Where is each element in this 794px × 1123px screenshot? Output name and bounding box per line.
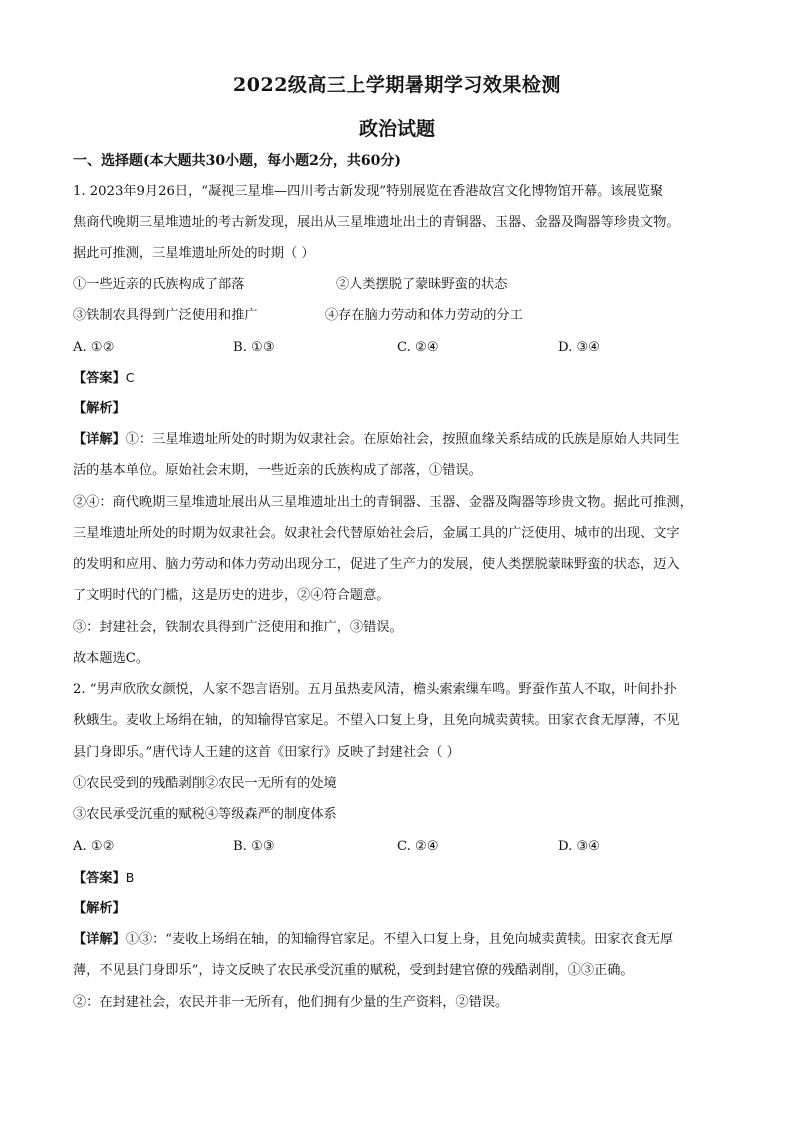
q1-detail-line: 的发明和应用、脑力劳动和体力劳动出现分工，促进了生产力的发展，使人类摆脱蒙昧野蛮的状态，迈入: [73, 557, 680, 572]
q2-statement: ③农民承受沉重的赋税④等级森严的制度体系: [73, 807, 337, 822]
q1-option-d: D. ③④: [558, 340, 601, 355]
q1-option-c: C. ②④: [397, 340, 439, 355]
q1-statement: ③铁制农具得到广泛使用和推广: [73, 308, 258, 323]
answer-value: C: [125, 370, 135, 385]
q1-detail-line: [73, 431, 680, 449]
q2-stem-line: 秋蛾生。麦收上场绢在轴，的知输得官家足。不望入口复上身，且免向城卖黄犊。田家衣食无厚薄，不见: [73, 713, 680, 728]
q2-detail-line: 薄，不见县门身即乐”，诗文反映了农民承受沉重的赋税，受到封建官僚的残酷剥削，①③正确。: [73, 963, 634, 978]
answer-label: 【答案】: [73, 371, 126, 386]
q1-stem-line: 据此可推测，三星堆遗址所处的时期（ ）: [73, 246, 315, 261]
q1-statement: ②人类摆脱了蒙昧野蛮的状态: [336, 277, 508, 292]
q1-detail-line: 故本题选C。: [73, 651, 150, 666]
q1-statement: ④存在脑力劳动和体力劳动的分工: [325, 308, 523, 323]
q2-stem-line: 2. “男声欣欣女颜悦，人家不怨言语别。五月虽热麦风清，檐头索索缫车鸣。野蚕作茧人不取，叶间扑扑: [73, 682, 677, 697]
q1-option-b: B. ①③: [233, 340, 275, 355]
answer-value: B: [125, 870, 135, 885]
q1-detail-line: 了文明时代的门槛，这是历史的进步，②④符合题意。: [73, 588, 390, 603]
q1-stem-line: 焦商代晚期三星堆遗址的考古新发现，展出从三星堆遗址出土的青铜器、玉器、金器及陶器等珍贵文物。: [73, 215, 680, 230]
q2-detail-line: ②：在封建社会，农民并非一无所有，他们拥有少量的生产资料，②错误。: [73, 995, 509, 1010]
q1-analysis-label: 【解析】: [73, 401, 126, 416]
q2-stem-line: 县门身即乐。”唐代诗人王建的这首《田家行》反映了封建社会（ ）: [73, 745, 460, 760]
q1-answer: [73, 369, 134, 388]
q2-option-b: B. ①③: [233, 839, 275, 854]
detail-text: ①③：“麦收上场绢在轴，的知输得官家足。不望入口复上身，且免向城卖黄犊。田家衣食无厚: [125, 932, 674, 947]
q2-answer: [73, 869, 134, 888]
section-heading: 一、选择题(本大题共30小题，每小题2分，共60分): [73, 153, 401, 169]
exam-title: 2022级高三上学期暑期学习效果检测: [233, 74, 561, 96]
q1-stem-line: 1. 2023年9月26日，“凝视三星堆—四川考古新发现”特别展览在香港故宫文化博物馆开幕。该展览聚: [73, 184, 664, 199]
q2-option-a: A. ①②: [73, 839, 115, 854]
exam-subject: 政治试题: [358, 118, 435, 140]
detail-label: 【详解】: [73, 932, 126, 947]
answer-label: 【答案】: [73, 871, 126, 886]
q2-option-d: D. ③④: [558, 839, 601, 854]
q2-statement: ①农民受到的残酷剥削②农民一无所有的处境: [73, 776, 337, 791]
q1-statement: ①一些近亲的氏族构成了部落: [73, 277, 245, 292]
detail-label: 【详解】: [73, 432, 126, 447]
q2-analysis-label: 【解析】: [73, 901, 126, 916]
q2-detail-line: [73, 931, 673, 949]
q1-detail-line: 活的基本单位。原始社会末期，一些近亲的氏族构成了部落，①错误。: [73, 463, 482, 478]
q1-detail-line: ③：封建社会，铁制农具得到广泛使用和推广，③错误。: [73, 620, 403, 635]
q1-detail-line: ②④：商代晚期三星堆遗址展出从三星堆遗址出土的青铜器、玉器、金器及陶器等珍贵文物。据此可推测，: [73, 495, 693, 510]
detail-text: ①：三星堆遗址所处的时期为奴隶社会。在原始社会，按照血缘关系结成的氏族是原始人共同生: [125, 432, 680, 447]
q1-detail-line: 三星堆遗址所处的时期为奴隶社会。奴隶社会代替原始社会后，金属工具的广泛使用、城市的出现、文字: [73, 526, 680, 541]
q2-option-c: C. ②④: [397, 839, 439, 854]
q1-option-a: A. ①②: [73, 340, 115, 355]
